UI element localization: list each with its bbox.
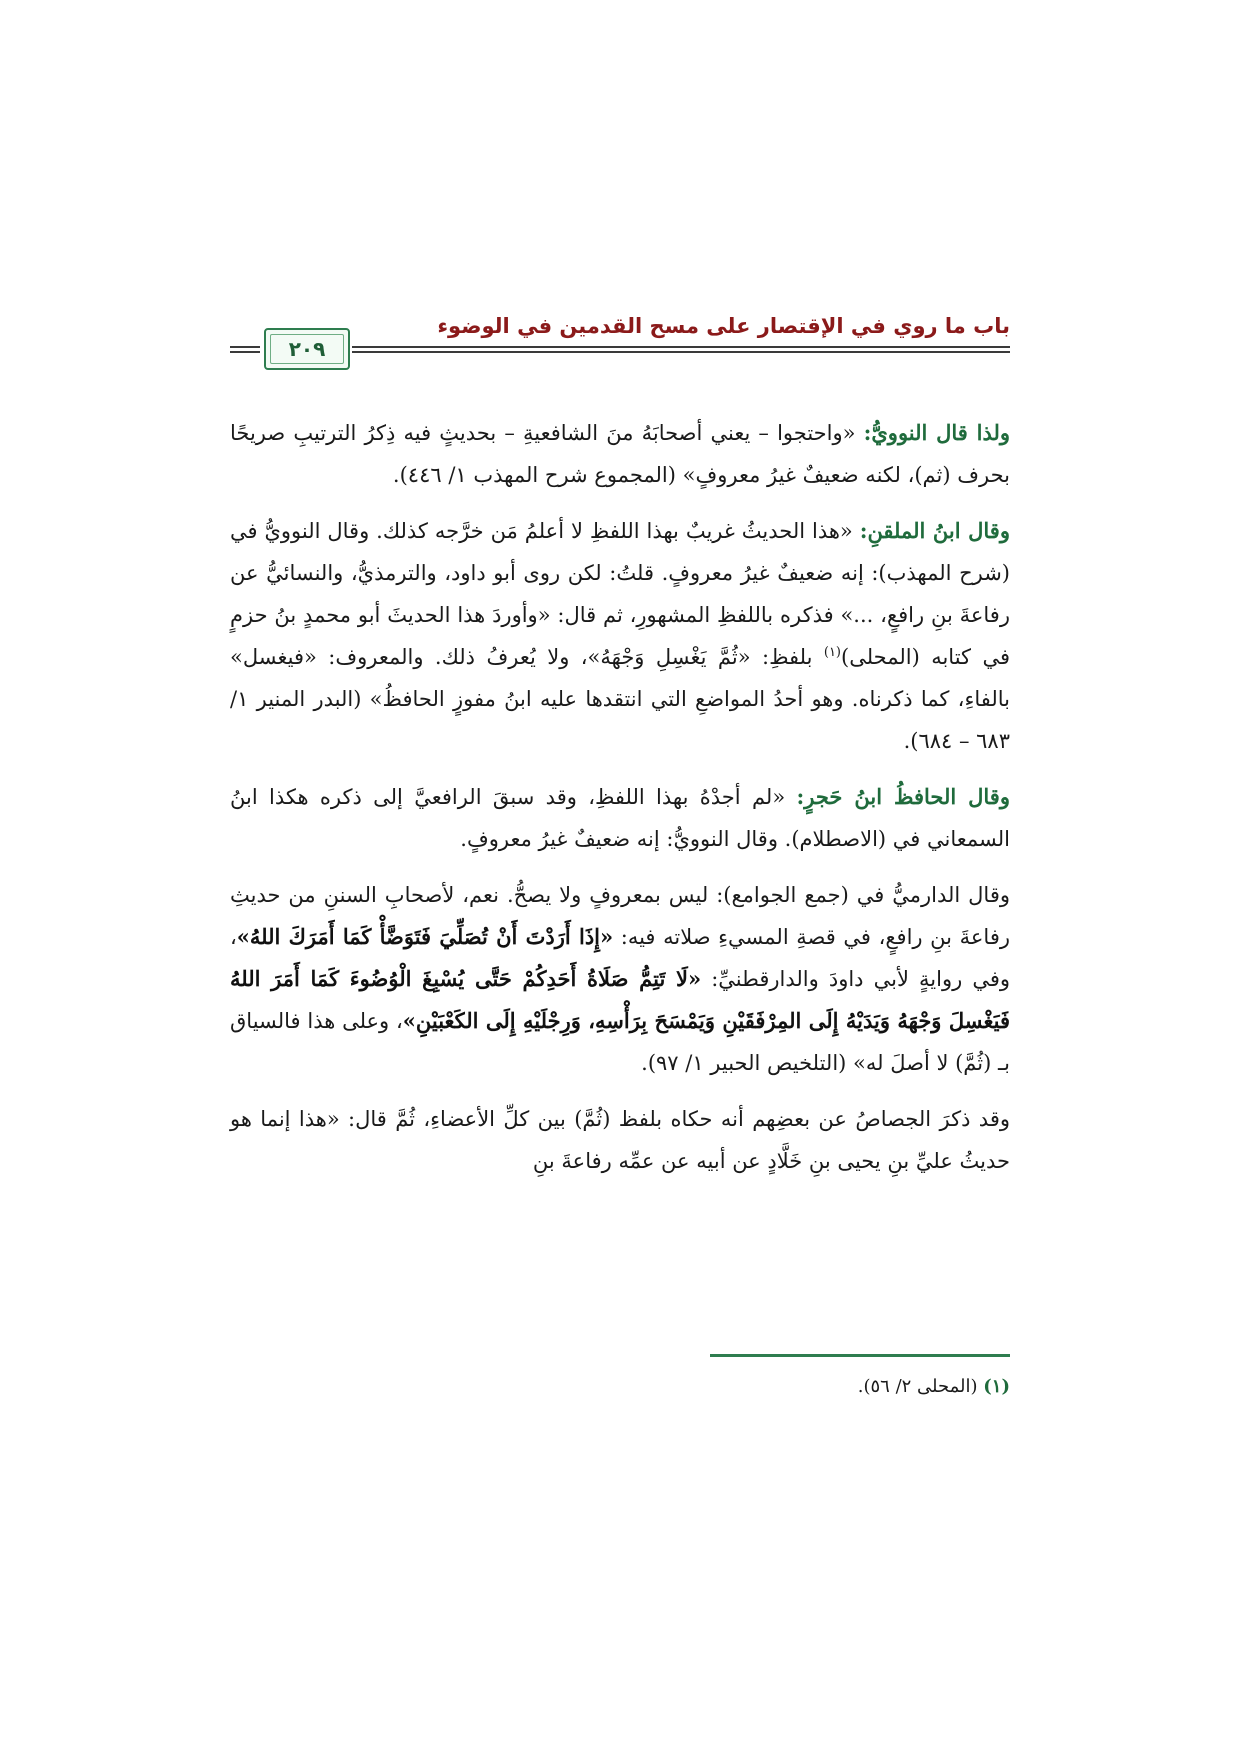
paragraph-lead: وقال ابنُ الملقنِ: (859, 518, 1010, 543)
header-rule-left (230, 346, 260, 353)
book-page (230, 300, 1011, 1397)
hadith-quote: «إِذَا أَرَدْتَ أَنْ تُصَلِّيَ فَتَوَضَّأْ كَمَا أَمَرَكَ اللهُ» (236, 924, 614, 949)
paragraph-lead: وقال الحافظُ ابنُ حَجرٍ: (796, 784, 1010, 809)
paragraph-text: ، وفي روايةٍ لأبي داودَ والدارقطنيِّ: (230, 925, 1011, 991)
paragraph-jassas (230, 1098, 1010, 1182)
page-number-badge (264, 328, 350, 370)
paragraph-darimi (230, 874, 1010, 1084)
page-body (230, 412, 1010, 1196)
footnote-separator (710, 1354, 1010, 1357)
page-number: ٢٠٩ (288, 337, 326, 361)
hadith-quote: «لَا تَتِمُّ صَلَاةُ أَحَدِكُمْ حَتَّى يُسْبِغَ الْوُضُوءَ كَمَا أَمَرَ اللهُ فَيَغْسِلَ وَجْهَهُ وَيَدَيْهُ إِلَى المِرْفَقَيْنِ وَيَمْسَحَ بِرَأْسِهِ، وَرِجْلَيْهِ إِلَى الكَعْبَيْنِ» (230, 966, 1010, 1033)
paragraph-nawawi (230, 412, 1010, 496)
paragraph-text: ، وعلى هذا فالسياق بـ (ثُمَّ) لا أصلَ له» (التلخيص الحبير ١/ ٩٧). (230, 1009, 1010, 1075)
paragraph-lead: ولذا قال النوويُّ: (863, 420, 1011, 445)
paragraph-text: بلفظِ: «ثُمَّ يَغْسِلِ وَجْهَهُ»، ولا يُعرفُ ذلك. والمعروف: «فيغسل» بالفاءِ، كما ذكرناه. وهو أحدُ المواضعِ التي انتقدها عليه ابنُ مفوزٍ الحافظُ» (البدر المنير ١/ ٦٨٣ – ٦٨٤). (230, 645, 1010, 753)
page-header (230, 300, 1010, 380)
footnote-number: (١) (983, 1376, 1010, 1397)
paragraph-ibn-mulaqqin (230, 510, 1010, 762)
footnote (858, 1372, 1010, 1402)
chapter-title: باب ما روي في الإقتصار على مسح القدمين في الوضوء (437, 314, 1010, 338)
footnote-reference[interactable]: (١) (823, 645, 841, 660)
paragraph-text: وقد ذكرَ الجصاصُ عن بعضِهم أنه حكاه بلفظ (ثُمَّ) بين كلِّ الأعضاءِ، ثُمَّ قال: «هذا إنما هو حديثُ عليِّ بنِ يحيى بنِ خَلَّادٍ عن أبيه عن عمِّه رفاعةَ بنِ (230, 1107, 1010, 1173)
paragraph-text: وقال الدارميُّ في (جمع الجوامع): ليس بمعروفٍ ولا يصحُّ. نعم، لأصحابِ السننِ من حديثِ رفاعةَ بنِ رافعٍ، في قصةِ المسيءِ صلاته فيه: (230, 883, 1010, 949)
paragraph-text: «واحتجوا – يعني أصحابَهُ منَ الشافعيةِ – بحديثٍ فيه ذِكرُ الترتيبِ صريحًا بحرف (ثم)، لكنه ضعيفٌ غيرُ معروفٍ» (المجموع شرح المهذب ١/ ٤٤٦). (230, 421, 1010, 487)
paragraph-text: «هذا الحديثُ غريبٌ بهذا اللفظِ لا أعلمُ مَن خرَّجه كذلك. وقال النوويُّ في (شرح المهذب): إنه ضعيفٌ غيرُ معروفٍ. قلتُ: لكن روى أبو داود، والترمذيُّ، والنسائيُّ عن رفاعةَ بنِ رافعٍ، ...» فذكره باللفظِ المشهورِ، ثم قال: «وأوردَ هذا الحديثَ أبو محمدٍ بنُ حزمٍ في كتابه (المحلى) (230, 519, 1010, 669)
paragraph-text: «لم أجدْهُ بهذا اللفظِ، وقد سبقَ الرافعيَّ إلى ذكره هكذا ابنُ السمعاني في (الاصطلام). وقال النوويُّ: إنه ضعيفٌ غيرُ معروفٍ. (230, 785, 1010, 851)
paragraph-ibn-hajar (230, 776, 1010, 860)
header-rule-right (352, 346, 1010, 353)
footnote-text: (المحلى ٢/ ٥٦). (857, 1376, 984, 1397)
